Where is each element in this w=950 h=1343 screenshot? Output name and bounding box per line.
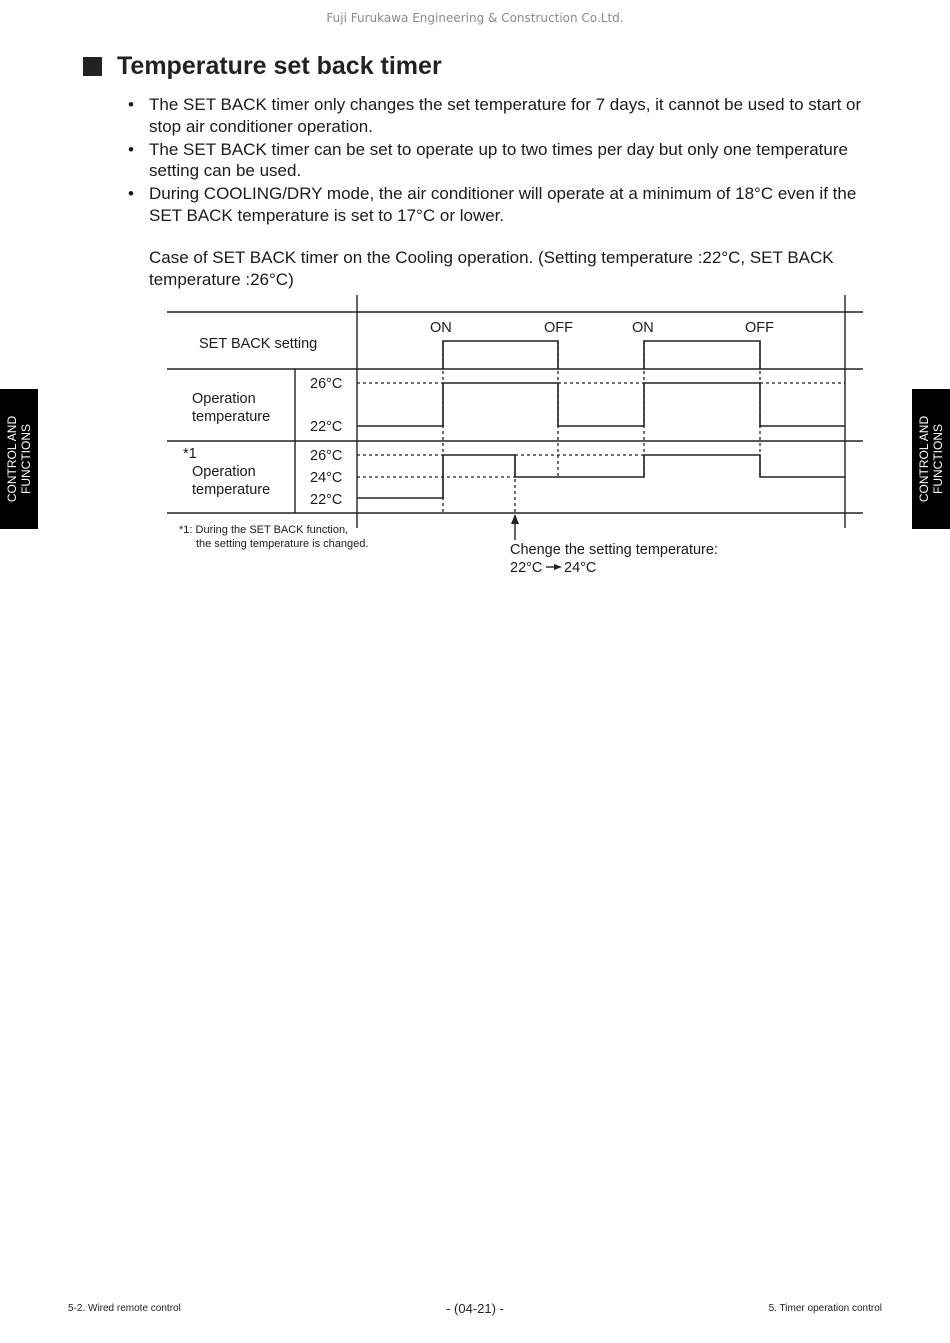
side-tab-line: FUNCTIONS [19, 424, 33, 495]
operation-temp-wave [357, 383, 845, 426]
dashed-guides [357, 341, 845, 520]
change-from-temp: 22°C [510, 560, 543, 576]
temperature-label: temperature [192, 482, 271, 498]
timing-diagram [0, 0, 950, 620]
bullet-text: The SET BACK timer can be set to operate up to two times per day but only one temperature setting can be used. [149, 139, 848, 180]
bullet-text: During COOLING/DRY mode, the air conditioner will operate at a minimum of 18°C even if the SET BACK temperature is set to 17°C or lower. [149, 184, 857, 225]
temp-22-label: 22°C [310, 419, 343, 435]
page-header-company: Fuji Furukawa Engineering & Construction Co.Ltd. [326, 11, 624, 25]
temp-26-label: 26°C [310, 376, 343, 392]
temp-24-label: 24°C [310, 470, 343, 486]
bullet-text: The SET BACK timer only changes the set temperature for 7 days, it cannot be used to start or stop air conditioner operation. [149, 95, 862, 136]
temperature-label: temperature [192, 409, 271, 425]
setback-signal [644, 341, 760, 369]
footer-right: 5. Timer operation control [768, 1303, 882, 1314]
bullet-dot-icon: • [128, 95, 134, 114]
page-number: - (04-21) - [446, 1301, 504, 1316]
side-tab-line: CONTROL AND [5, 415, 19, 503]
section-title: Temperature set back timer [117, 52, 442, 80]
off-label: OFF [544, 320, 573, 336]
note-marker: *1 [183, 446, 197, 462]
change-arrow-icon [511, 514, 519, 540]
operation-label: Operation [192, 391, 256, 407]
on-label: ON [430, 320, 452, 336]
footer-left: 5-2. Wired remote control [68, 1303, 181, 1314]
setback-signal [443, 341, 558, 369]
bullet-dot-icon: • [128, 139, 134, 159]
temp-26-label: 26°C [310, 448, 343, 464]
side-tab-line: CONTROL AND [917, 415, 931, 503]
setback-setting-label: SET BACK setting [199, 336, 318, 352]
change-label: Chenge the setting temperature: [510, 542, 718, 558]
bullet-dot-icon: • [128, 184, 134, 203]
waveforms [357, 341, 845, 498]
footnote-line: the setting temperature is changed. [196, 538, 369, 550]
on-label: ON [632, 320, 654, 336]
off-label: OFF [745, 320, 774, 336]
right-arrow-icon [546, 564, 562, 570]
footnote-line: *1: During the SET BACK function, [179, 524, 349, 536]
change-to-temp: 24°C [564, 560, 597, 576]
operation-label: Operation [192, 464, 256, 480]
case-description: Case of SET BACK timer on the Cooling operation. (Setting temperature :22°C, SET BACK temperature :26°C) [149, 248, 834, 289]
side-tab-line: FUNCTIONS [931, 424, 945, 495]
temp-22-label: 22°C [310, 492, 343, 508]
